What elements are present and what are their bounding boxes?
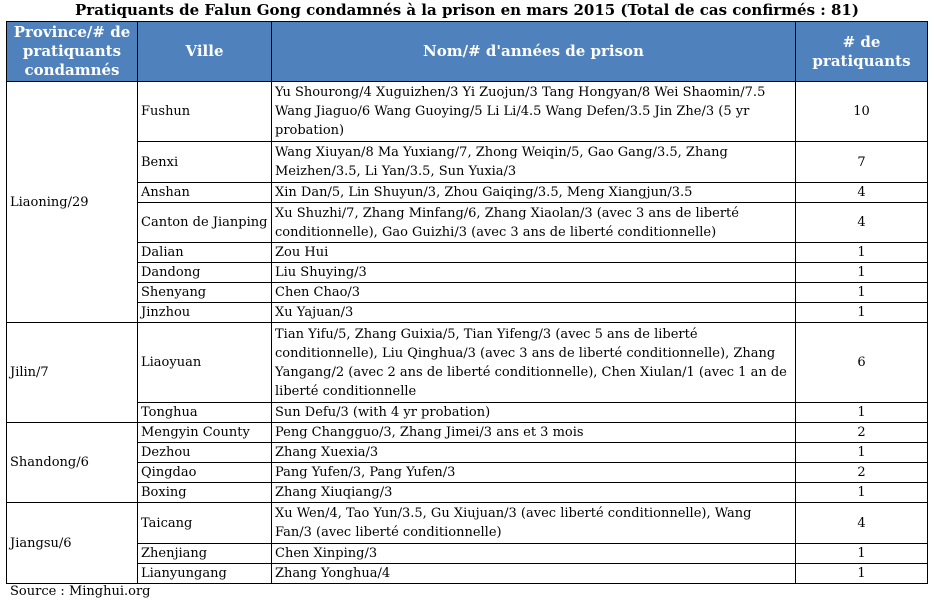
count-cell: 2: [796, 463, 928, 483]
table-row: [7, 283, 928, 303]
names-cell: Xu Wen/4, Tao Yun/3.5, Gu Xiujuan/3 (avec liberté conditionnelle), Wang Fan/3 (avec liberté conditionnelle): [272, 503, 796, 544]
table-row: [7, 183, 928, 203]
city-cell: Boxing: [138, 483, 272, 503]
names-cell: Zou Hui: [272, 243, 796, 263]
table-row: [7, 544, 928, 564]
count-cell: 1: [796, 243, 928, 263]
table-row: [7, 263, 928, 283]
count-cell: 1: [796, 443, 928, 463]
table-row: [7, 564, 928, 584]
header-nombre: # de pratiquants: [796, 22, 928, 82]
province-cell: Shandong/6: [7, 423, 138, 503]
city-cell: Lianyungang: [138, 564, 272, 584]
names-cell: Liu Shuying/3: [272, 263, 796, 283]
table-row: [7, 443, 928, 463]
city-cell: Taicang: [138, 503, 272, 544]
names-cell: Zhang Xuexia/3: [272, 443, 796, 463]
count-cell: 1: [796, 303, 928, 323]
header-noms: Nom/# d'années de prison: [272, 22, 796, 82]
names-cell: Yu Shourong/4 Xuguizhen/3 Yi Zuojun/3 Tang Hongyan/8 Wei Shaomin/7.5 Wang Jiaguo/6 Wang Guoying/5 Li Li/4.5 Wang Defen/3.5 Jin Zhe/3 (5 yr probation): [272, 82, 796, 142]
city-cell: Dalian: [138, 243, 272, 263]
sentences-table: [6, 21, 928, 584]
names-cell: Peng Changguo/3, Zhang Jimei/3 ans et 3 mois: [272, 423, 796, 443]
table-row: [7, 403, 928, 423]
names-cell: Xu Shuzhi/7, Zhang Minfang/6, Zhang Xiaolan/3 (avec 3 ans de liberté conditionnelle), Gao Guizhi/3 (avec 3 ans de liberté conditionnelle): [272, 203, 796, 243]
count-cell: 10: [796, 82, 928, 142]
count-cell: 7: [796, 142, 928, 183]
city-cell: Fushun: [138, 82, 272, 142]
names-cell: Tian Yifu/5, Zhang Guixia/5, Tian Yifeng/3 (avec 5 ans de liberté conditionnelle), Liu Qinghua/3 (avec 3 ans de liberté conditionnelle), Zhang Yangang/2 (avec 2 ans de liberté conditionnelle), Chen Xiulan/1 (avec 1 an de liberté conditionnelle: [272, 323, 796, 403]
city-cell: Anshan: [138, 183, 272, 203]
table-row: [7, 82, 928, 142]
city-cell: Canton de Jianping: [138, 203, 272, 243]
names-cell: Zhang Xiuqiang/3: [272, 483, 796, 503]
count-cell: 4: [796, 503, 928, 544]
city-cell: Mengyin County: [138, 423, 272, 443]
names-cell: Wang Xiuyan/8 Ma Yuxiang/7, Zhong Weiqin/5, Gao Gang/3.5, Zhang Meizhen/3.5, Li Yan/3.5, Sun Yuxia/3: [272, 142, 796, 183]
table-row: [7, 503, 928, 544]
table-row: [7, 243, 928, 263]
count-cell: 6: [796, 323, 928, 403]
header-province: Province/# de pratiquants condamnés: [7, 22, 138, 82]
province-cell: Liaoning/29: [7, 82, 138, 323]
table-row: [7, 423, 928, 443]
city-cell: Dandong: [138, 263, 272, 283]
table-row: [7, 323, 928, 403]
city-cell: Benxi: [138, 142, 272, 183]
city-cell: Jinzhou: [138, 303, 272, 323]
table-row: [7, 463, 928, 483]
table-row: [7, 303, 928, 323]
table-row: [7, 142, 928, 183]
count-cell: 1: [796, 283, 928, 303]
header-ville: Ville: [138, 22, 272, 82]
city-cell: Zhenjiang: [138, 544, 272, 564]
city-cell: Tonghua: [138, 403, 272, 423]
table-row: [7, 203, 928, 243]
city-cell: Dezhou: [138, 443, 272, 463]
names-cell: Chen Chao/3: [272, 283, 796, 303]
count-cell: 1: [796, 263, 928, 283]
names-cell: Zhang Yonghua/4: [272, 564, 796, 584]
count-cell: 4: [796, 183, 928, 203]
province-cell: Jilin/7: [7, 323, 138, 423]
city-cell: Qingdao: [138, 463, 272, 483]
names-cell: Sun Defu/3 (with 4 yr probation): [272, 403, 796, 423]
province-cell: Jiangsu/6: [7, 503, 138, 584]
names-cell: Pang Yufen/3, Pang Yufen/3: [272, 463, 796, 483]
count-cell: 1: [796, 564, 928, 584]
city-cell: Liaoyuan: [138, 323, 272, 403]
header-row: [7, 22, 928, 82]
count-cell: 4: [796, 203, 928, 243]
count-cell: 1: [796, 403, 928, 423]
count-cell: 1: [796, 483, 928, 503]
city-cell: Shenyang: [138, 283, 272, 303]
table-title: Pratiquants de Falun Gong condamnés à la prison en mars 2015 (Total de cas confirmés : 81): [75, 1, 859, 19]
source-note: Source : Minghui.org: [10, 584, 151, 599]
count-cell: 1: [796, 544, 928, 564]
names-cell: Xu Yajuan/3: [272, 303, 796, 323]
names-cell: Chen Xinping/3: [272, 544, 796, 564]
count-cell: 2: [796, 423, 928, 443]
names-cell: Xin Dan/5, Lin Shuyun/3, Zhou Gaiqing/3.5, Meng Xiangjun/3.5: [272, 183, 796, 203]
table-row: [7, 483, 928, 503]
